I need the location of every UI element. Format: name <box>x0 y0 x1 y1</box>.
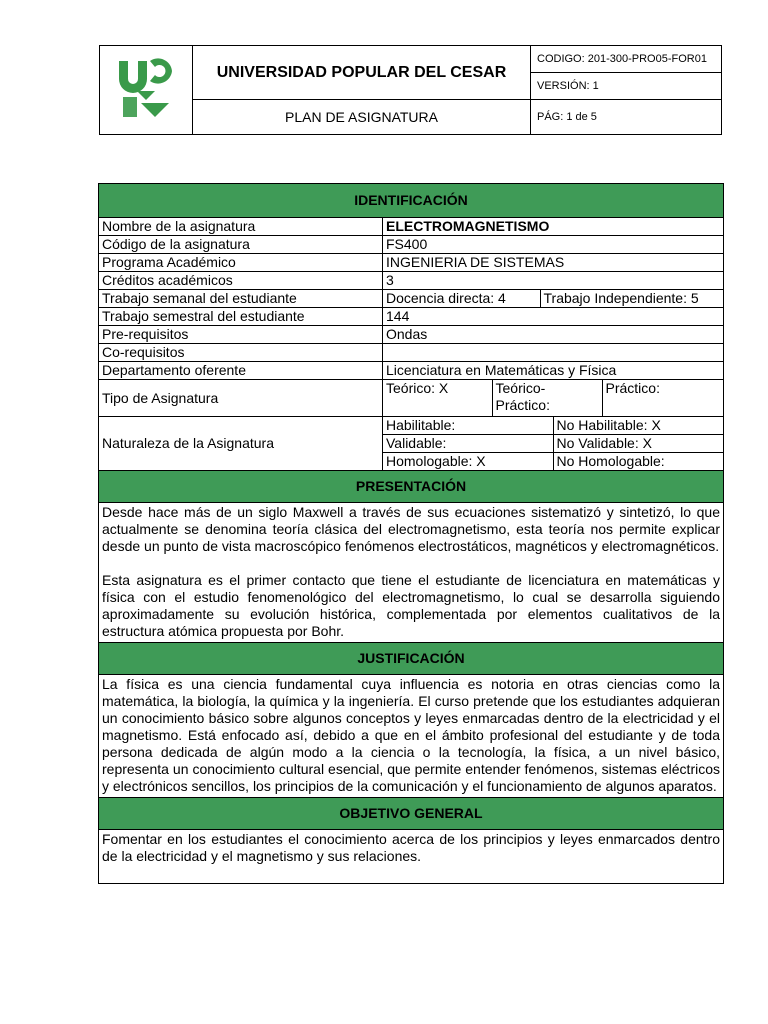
course-type-cell <box>383 380 724 417</box>
row-label: Pre-requisitos <box>99 326 383 344</box>
no-habilitable: No Habilitable: X <box>553 417 723 434</box>
row-label: Tipo de Asignatura <box>99 380 383 417</box>
offering-department: Licenciatura en Matemáticas y Física <box>383 362 724 380</box>
corequisites <box>383 344 724 362</box>
type-theoretical-practical: Teórico-Práctico: <box>492 380 602 416</box>
document-version: VERSIÓN: 1 <box>537 80 599 92</box>
type-theoretical: Teórico: X <box>386 380 449 396</box>
paragraph: Esta asignatura es el primer contacto que tiene el estudiante de licenciatura en matemáticas y física con el estudio fenomenológico del electromagnetismo, lo cual se desarrolla siguiendo aproximadamente su evolución histórica, complementada por elementos cualitativos de la estructura atómica propuesta por Bohr. <box>102 572 720 639</box>
table-row <box>99 380 724 417</box>
university-logo <box>117 57 175 119</box>
page-number: PÁG: 1 de 5 <box>531 100 722 135</box>
table-row <box>99 417 724 435</box>
table-row <box>99 218 724 236</box>
paragraph: La física es una ciencia fundamental cuya influencia es notoria en otras ciencias como la matemática, la biología, la química y la ingeniería. El curso pretende que los estudiantes adquieran un conocimiento básico sobre algunos conceptos y leyes enmarcadas dentro de la electricidad y el magnetismo. Está enfocado así, debido a que en el ámbito profesional del estudiante y de toda persona dedicada de algún modo a la ciencia o la tecnología, la física, a un nivel básico, representa un conocimiento cultural esencial, que permite entender fenómenos, sistemas eléctricos y electrónicos sencillos, los principios de la comunicación y el funcionamiento de algunos aparatos. <box>102 676 720 794</box>
no-validable: No Validable: X <box>553 435 723 452</box>
independent-work: Trabajo Independiente: 5 <box>540 290 723 307</box>
row-label: Nombre de la asignatura <box>99 218 383 236</box>
no-homologable: No Homologable: <box>553 453 723 470</box>
weekly-work-cell <box>383 290 724 308</box>
semester-work: 144 <box>383 308 724 326</box>
section-heading-identificacion: IDENTIFICACIÓN <box>99 184 724 218</box>
table-row <box>99 236 724 254</box>
row-label: Programa Académico <box>99 254 383 272</box>
row-label: Trabajo semanal del estudiante <box>99 290 383 308</box>
row-label: Naturaleza de la Asignatura <box>99 417 383 471</box>
row-label: Co-requisitos <box>99 344 383 362</box>
table-row <box>99 344 724 362</box>
table-row <box>99 362 724 380</box>
section-heading-justificacion: JUSTIFICACIÓN <box>99 643 724 675</box>
prerequisites: Ondas <box>383 326 724 344</box>
document-type: PLAN DE ASIGNATURA <box>193 100 531 135</box>
table-row <box>99 272 724 290</box>
table-row <box>99 326 724 344</box>
table-row <box>99 290 724 308</box>
validable: Validable: <box>386 435 447 451</box>
objective-text <box>99 830 724 884</box>
table-row <box>99 254 724 272</box>
course-code: FS400 <box>383 236 724 254</box>
meta-cell <box>531 46 722 100</box>
course-name: ELECTROMAGNETISMO <box>383 218 724 236</box>
direct-teaching: Docencia directa: 4 <box>386 290 506 306</box>
credits: 3 <box>383 272 724 290</box>
document-code: CODIGO: 201-300-PRO05-FOR01 <box>531 46 721 73</box>
habilitable: Habilitable: <box>386 417 456 433</box>
nature-row <box>383 453 724 471</box>
row-label: Código de la asignatura <box>99 236 383 254</box>
homologable: Homologable: X <box>386 453 486 469</box>
table-row <box>99 308 724 326</box>
course-plan-table <box>98 183 724 884</box>
paragraph: Fomentar en los estudiantes el conocimiento acerca de los principios y leyes enmarcados dentro de la electricidad y el magnetismo y sus relaciones. <box>102 831 720 864</box>
row-label: Trabajo semestral del estudiante <box>99 308 383 326</box>
nature-row <box>383 435 724 453</box>
logo-cell <box>100 46 193 135</box>
row-label: Créditos académicos <box>99 272 383 290</box>
row-label: Departamento oferente <box>99 362 383 380</box>
section-heading-presentacion: PRESENTACIÓN <box>99 471 724 503</box>
presentation-text <box>99 503 724 643</box>
type-practical: Práctico: <box>602 380 723 416</box>
section-heading-objetivo: OBJETIVO GENERAL <box>99 798 724 830</box>
academic-program: INGENIERIA DE SISTEMAS <box>383 254 724 272</box>
university-name: UNIVERSIDAD POPULAR DEL CESAR <box>193 46 531 100</box>
paragraph: Desde hace más de un siglo Maxwell a través de sus ecuaciones sistematizó y sintetizó, lo que actualmente se denomina teoría clásica del electromagnetismo, esta teoría nos permite explicar desde un punto de vista macroscópico fenómenos electrostáticos, magnéticos y electromagnéticos. <box>102 504 720 554</box>
document-header <box>99 45 722 135</box>
justification-text <box>99 675 724 798</box>
nature-row <box>383 417 724 435</box>
